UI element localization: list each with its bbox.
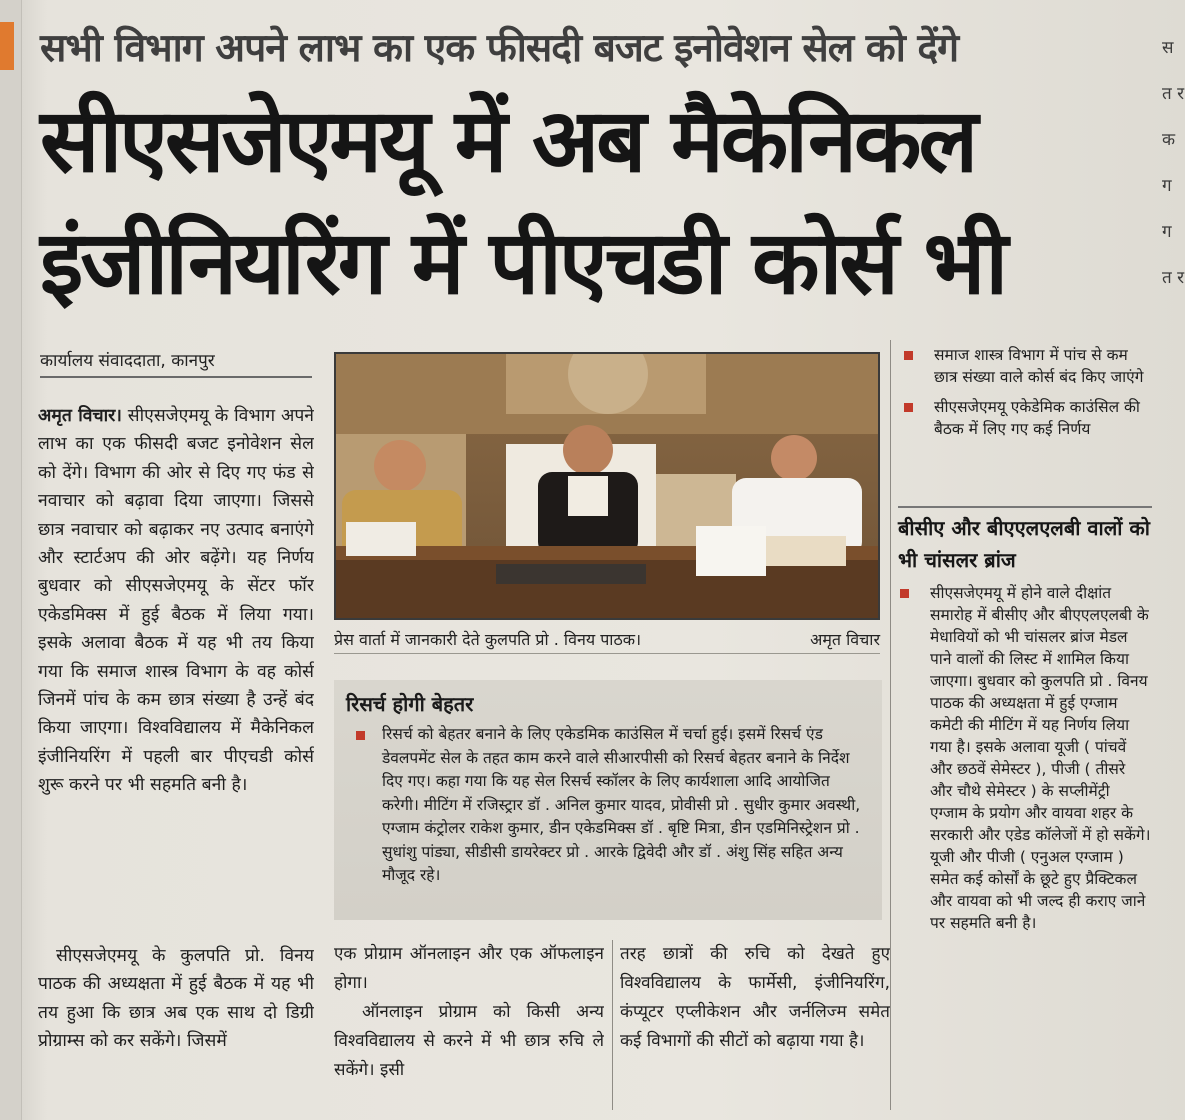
dateline: अमृत विचार। bbox=[38, 406, 122, 426]
article-column-2 bbox=[334, 940, 604, 1115]
article-paragraph-3: एक प्रोग्राम ऑनलाइन और एक ऑफलाइन होगा। bbox=[334, 944, 604, 993]
photo-credit: अमृत विचार bbox=[810, 629, 880, 649]
highlight-text: समाज शास्त्र विभाग में पांच से कम छात्र संख्या वाले कोर्स बंद किए जाएंगे bbox=[934, 346, 1144, 386]
highlights-list bbox=[898, 340, 1152, 490]
article-column-1 bbox=[38, 402, 314, 942]
photo-caption: प्रेस वार्ता में जानकारी देते कुलपति प्रो . विनय पाठक। bbox=[334, 629, 642, 649]
article-text: सीएसजेएमयू के विभाग अपने लाभ का एक फीसदी बजट इनोवेशन सेल को देंगे। विभाग की ओर से दिए गए फंड से नवाचार को बढ़ावा दिया जाएगा। जिससे छात्र नवाचार को बढ़ाकर नए उत्पाद बनाएंगे और स्टार्टअप की ओर बढ़ेंगे। यह निर्णय बुधवार को सीएसजेएमयू के सेंटर फॉर एकेडमिक्स में हुई बैठक में लिया गया। इसके अलावा बैठक में यह भी तय किया गया कि समाज शास्त्र विभाग के वह कोर्स जिनमें पांच के कम छात्र संख्या है उन्हें बंद किया जाएगा। विश्वविद्यालय में मैकेनिकल इंजीनियरिंग में पहली बार पीएचडी कोर्स शुरू करने पर भी सहमति बनी है। bbox=[38, 406, 314, 796]
highlight-text: सीएसजेएमयू एकेडेमिक काउंसिल की बैठक में लिए गए कई निर्णय bbox=[934, 398, 1140, 438]
bullet-icon bbox=[356, 731, 365, 740]
bullet-icon bbox=[904, 351, 913, 360]
article-paragraph-5: तरह छात्रों की रुचि को देखते हुए विश्वविद्यालय के फार्मेसी, इंजीनियरिंग, कंप्यूटर एप्लीकेशन और जर्नलिज्म समेत कई विभागों की सीटों को बढ़ाया गया है। bbox=[620, 944, 890, 1051]
headline-line-2: इंजीनियरिंग में पीएचडी कोर्स भी bbox=[40, 211, 1006, 314]
info-box-body bbox=[346, 723, 870, 888]
bullet-icon bbox=[904, 403, 913, 412]
info-box bbox=[334, 680, 882, 920]
adjacent-column-edge: स त र क ग ग त र bbox=[1162, 38, 1185, 288]
article-column-1-continued bbox=[38, 942, 314, 1112]
photo-caption-bar bbox=[334, 624, 880, 654]
highlight-item bbox=[902, 396, 1152, 440]
info-box-text: रिसर्च को बेहतर बनाने के लिए एकेडमिक काउंसिल में चर्चा हुई। इसमें रिसर्च एंड डेवलपमेंट सेल के तहत काम करने वाले सीआरपीसी को रिसर्च बेहतर बनाने के निर्देश दिए गए। कहा गया कि यह सेल रिसर्च स्कॉलर के लिए कार्यशाला आदि आयोजित करेगी। मीटिंग में रजिस्ट्रार डॉ . अनिल कुमार यादव, प्रोवीसी प्रो . सुधीर कुमार अवस्थी, एग्जाम कंट्रोलर राकेश कुमार, डीन एकेडमिक्स डॉ . बृष्टि मित्रा, डीन एडमिनिस्ट्रेशन प्रो . सुधांशु पांड्या, सीडीसी डायरेक्टर प्रो . आरके द्विवेदी और डॉ . अंशु सिंह सहित अन्य मौजूद रहे। bbox=[382, 725, 861, 884]
article-paragraph-2: सीएसजेएमयू के कुलपति प्रो. विनय पाठक की अध्यक्षता में हुई बैठक में यह भी तय हुआ कि छात्र अब एक साथ दो डिग्री प्रोग्राम्स को कर सकेंगे। जिसमें bbox=[38, 946, 314, 1052]
bullet-icon bbox=[900, 589, 909, 598]
kicker-headline: सभी विभाग अपने लाभ का एक फीसदी बजट इनोवेशन सेल को देंगे bbox=[40, 26, 959, 71]
highlight-item bbox=[902, 344, 1152, 388]
info-box-title: रिसर्च होगी बेहतर bbox=[346, 692, 474, 716]
left-margin bbox=[0, 0, 22, 1120]
press-photo-image bbox=[336, 354, 880, 620]
sidebar-item bbox=[898, 582, 1152, 934]
column-rule bbox=[612, 940, 613, 1110]
article-paragraph-4: ऑनलाइन प्रोग्राम को किसी अन्य विश्वविद्यालय से करने में भी छात्र रुचि ले सकेंगे। इसी bbox=[334, 1002, 604, 1080]
sidebar-subhead: बीसीए और बीएएलएलबी वालों को भी चांसलर ब्रांज bbox=[898, 506, 1152, 578]
sidebar-rule bbox=[890, 340, 891, 1110]
sidebar-text: सीएसजेएमयू में होने वाले दीक्षांत समारोह में बीसीए और बीएएलएलबी के मेधावियों को भी चांसलर ब्रांज मेडल पाने वालों की लिस्ट में शामिल किया जाएगा। बुधवार को कुलपति प्रो . विनय पाठक की अध्यक्षता में हुई एग्जाम कमेटी की मीटिंग में यह निर्णय लिया गया है। इसके अलावा यूजी ( पांचवें और छठवें सेमेस्टर ), पीजी ( तीसरे और चौथे सेमेस्टर ) के सप्लीमेंट्री एग्जाम के प्रयोग और वायवा शहर के सरकारी और एडेड कॉलेजों में हो सकेंगे। यूजी और पीजी ( एनुअल एग्जाम ) समेत कई कोर्सों के छूटे हुए प्रैक्टिकल और वायवा को भी जल्द ही कराए जाने पर सहमति बनी है। bbox=[930, 584, 1151, 932]
headline-line-1: सीएसजेएमयू में अब मैकेनिकल bbox=[40, 89, 976, 192]
section-tab bbox=[0, 22, 14, 70]
article-column-3 bbox=[620, 940, 890, 1115]
article-paragraph-1 bbox=[38, 402, 314, 800]
press-photo bbox=[334, 352, 880, 620]
byline: कार्यालय संवाददाता, कानपुर bbox=[40, 348, 312, 378]
sidebar-body bbox=[898, 582, 1152, 1082]
